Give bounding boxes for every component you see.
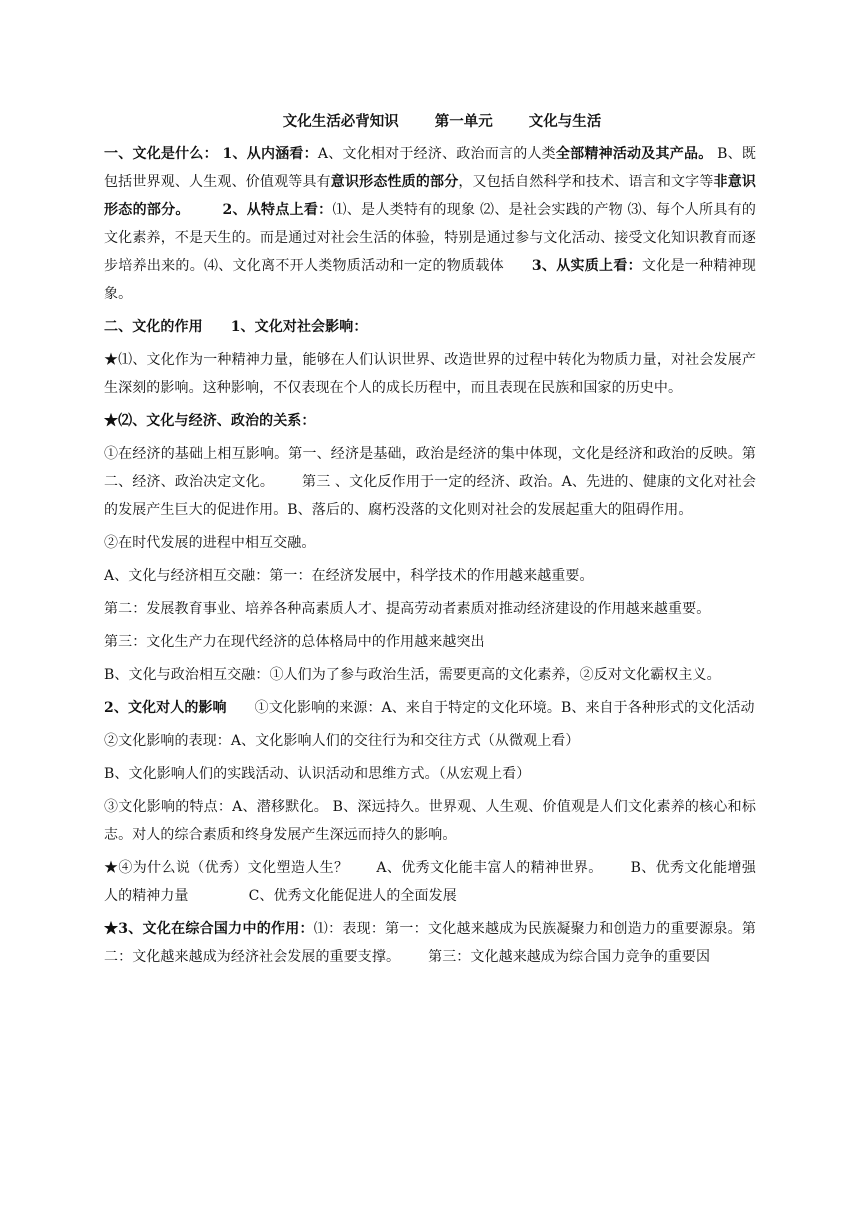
section2-sub2-paragraph5: 第三：文化生产力在现代经济的总体格局中的作用越来越突出 xyxy=(104,634,485,650)
title-topic: 文化与生活 xyxy=(528,113,602,130)
section1-point1-bold3: 非意识形态的部分。 xyxy=(104,174,756,218)
section1-point1-bold2: 意识形态性质的部分 xyxy=(330,174,459,190)
section2-part3-paragraph xyxy=(104,915,756,971)
section2-part2-paragraph4: ③文化影响的特点：A、潜移默化。 B、深远持久。世界观、人生观、价值观是人们文化素养的核心和标志。对人的综合素质和终身发展产生深远而持久的影响。 xyxy=(104,799,756,843)
section1-point2-heading: 2、从特点上看： xyxy=(222,202,333,218)
section1-paragraph xyxy=(104,140,756,308)
section2-sub2-paragraph2: ②在时代发展的进程中相互交融。 xyxy=(104,535,316,551)
section2-sub2-paragraph1 xyxy=(104,440,756,524)
section1-point1-heading: 1、从内涵看： xyxy=(222,146,318,162)
section2-part3-text-a: ⑴：表现：第一：文化越来越成为民族凝聚力和创造力的重要源泉。第二：文化越来越成为经济社会发展的重要支撑。 xyxy=(104,921,756,965)
section1-point1-text-a: A、文化相对于经济、政治而言的人类 xyxy=(317,146,556,162)
section1-heading: 一、文化是什么： xyxy=(104,146,218,162)
section2-sub2-paragraph3: A、文化与经济相互交融：第一：在经济发展中，科学技术的作用越来越重要。 xyxy=(104,568,594,584)
section1-point2-text: ⑴、是人类特有的现象 ⑵、是社会实践的产物 ⑶、每个人所具有的文化素养，不是天生的。而是通过对社会生活的体验，特别是通过参与文化活动、接受文化知识教育而逐步培养出来的。⑷、文化离不开人类物质活动和一定的物质载体 xyxy=(104,202,756,274)
section2-part3-text-b: 第三：文化越来越成为综合国力竞争的重要因 xyxy=(428,949,711,965)
section2-part2-paragraph1 xyxy=(104,694,756,722)
document-body xyxy=(104,108,756,976)
section1-point1-text-b: B、既包括世界观、人生观、价值观等具有 xyxy=(104,146,756,190)
section2-sub2-paragraph1a: ①在经济的基础上相互影响。第一、经济是基础，政治是经济的集中体现，文化是经济和政治的反映。第二、经济、政治决定文化。 xyxy=(104,446,756,490)
section2-sub2-paragraph4: 第二：发展教育事业、培养各种高素质人才、提高劳动者素质对推动经济建设的作用越来越重要。 xyxy=(104,601,711,617)
section2-sub2-heading-text: ★⑵、文化与经济、政治的关系： xyxy=(104,413,316,429)
section2-part2-question: ★④为什么说（优秀）文化塑造人生？ xyxy=(104,860,349,876)
section1-point1-text-c: ，又包括自然科学和技术、语言和文字等 xyxy=(458,174,714,190)
section2-heading-line xyxy=(104,313,756,341)
section1-point3-text: 文化是一种精神现象。 xyxy=(104,258,756,302)
title-unit: 第一单元 xyxy=(434,113,493,130)
section2-part2-answer-c: C、优秀文化能促进人的全面发展 xyxy=(248,888,457,904)
section2-part2-paragraph3: B、文化影响人们的实践活动、认识活动和思维方式。（从宏观上看） xyxy=(104,766,531,782)
section2-sub2-paragraph6: B、文化与政治相互交融：①人们为了参与政治生活，需要更高的文化素养，②反对文化霸权主义。 xyxy=(104,667,721,683)
section1-point3-heading: 3、从实质上看： xyxy=(531,258,642,274)
section2-sub2-heading xyxy=(104,407,756,435)
section2-part2-answer-a: A、优秀文化能丰富人的精神世界。 xyxy=(376,860,603,876)
section2-part2-answer-b: B、优秀文化能增强人的精神力量 xyxy=(104,860,756,904)
page-title xyxy=(104,108,756,136)
section1-point1-bold1: 全部精神活动及其产品。 xyxy=(555,146,713,162)
section2-heading: 二、文化的作用 xyxy=(104,319,203,335)
section2-part3-heading: ★3、文化在综合国力中的作用： xyxy=(104,921,314,937)
section2-part2-text: ①文化影响的来源：A、来自于特定的文化环境。B、来自于各种形式的文化活动 xyxy=(254,700,755,716)
title-main: 文化生活必背知识 xyxy=(282,113,399,130)
section2-part2-paragraph5 xyxy=(104,854,756,910)
section2-sub1-paragraph: ★⑴、文化作为一种精神力量，能够在人们认识世界、改造世界的过程中转化为物质力量，对社会发展产生深刻的影响。这种影响，不仅表现在个人的成长历程中，而且表现在民族和国家的历史中。 xyxy=(104,352,756,396)
section2-part2-paragraph2: ②文化影响的表现：A、文化影响人们的交往行为和交往方式（从微观上看） xyxy=(104,733,580,749)
section2-sub1-heading: 1、文化对社会影响： xyxy=(230,319,368,335)
section2-sub2-paragraph1b: 第三 、文化反作用于一定的经济、政治。A、先进的、健康的文化对社会的发展产生巨大的促进作用。B、落后的、腐朽没落的文化则对社会的发展起重大的阻碍作用。 xyxy=(104,474,756,518)
section2-part2-heading: 2、文化对人的影响 xyxy=(104,700,227,716)
